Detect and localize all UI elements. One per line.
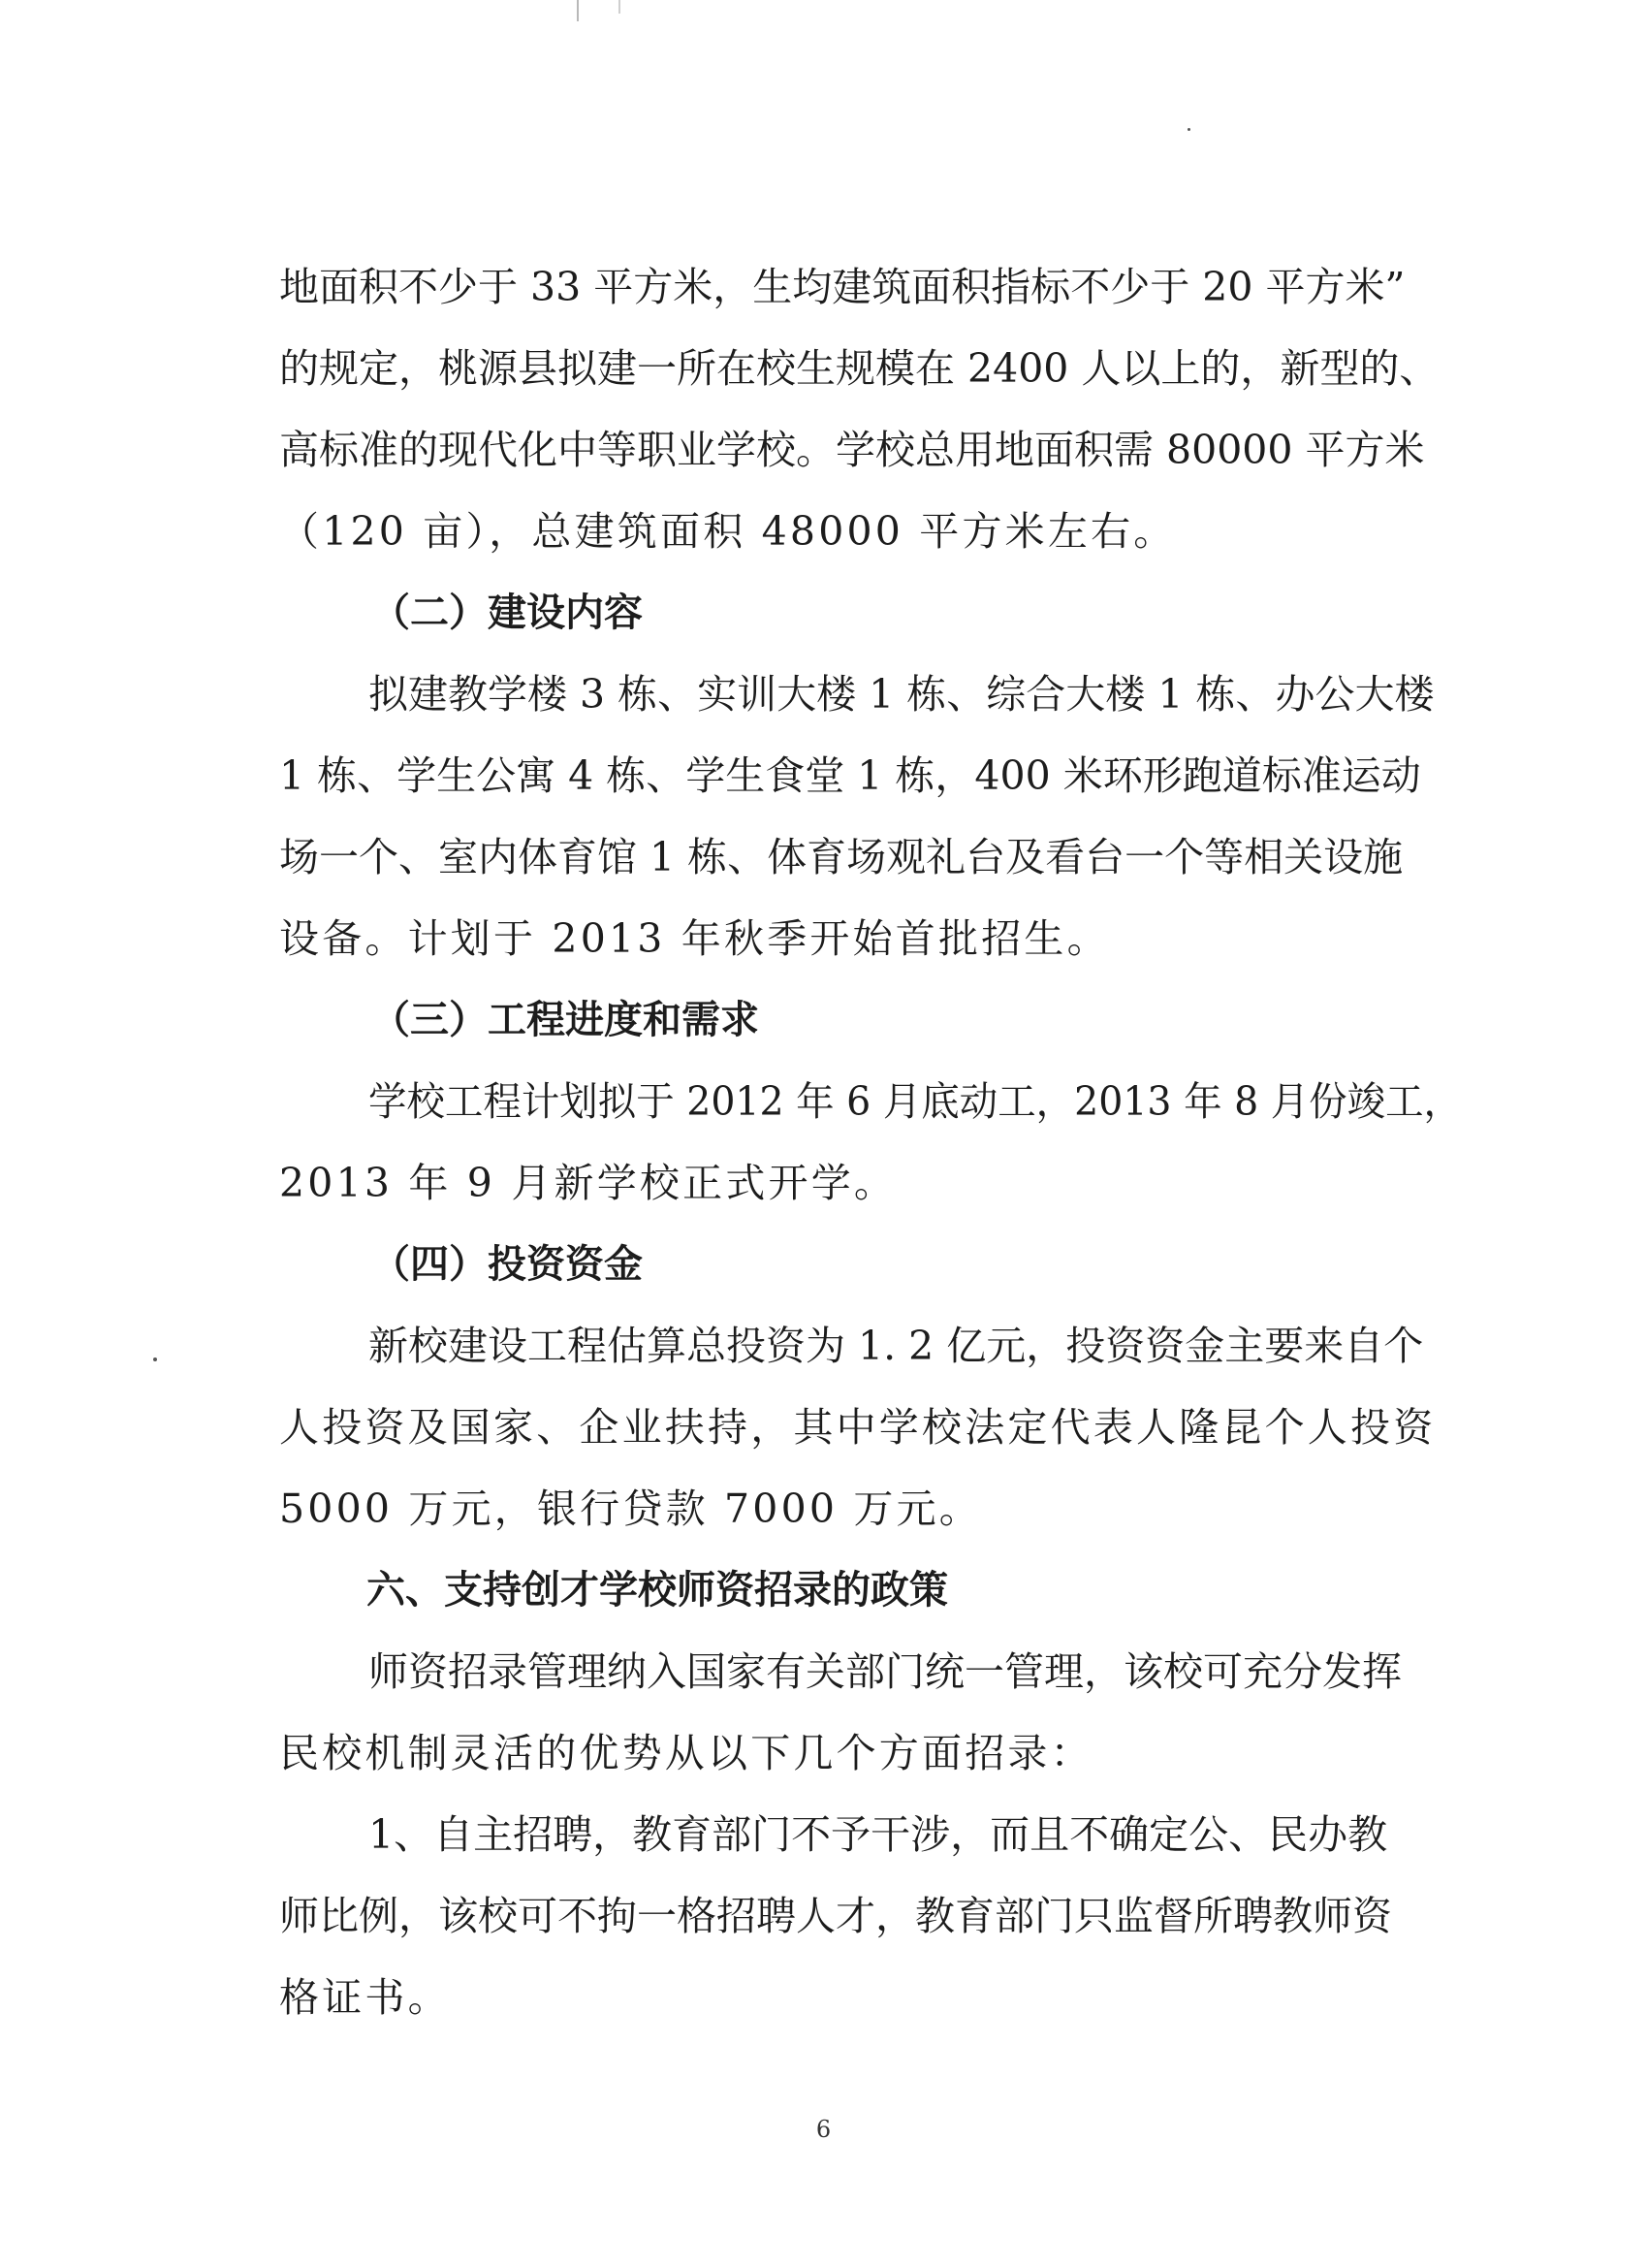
paragraph-line: 拟建教学楼 3 栋、实训大楼 1 栋、综合大楼 1 栋、办公大楼	[368, 671, 1435, 718]
paragraph-line: 师资招录管理纳入国家有关部门统一管理，该校可充分发挥	[368, 1648, 1402, 1695]
scan-edge-mark	[618, 0, 620, 14]
paragraph-line: （120 亩），总建筑面积 48000 平方米左右。	[279, 508, 1177, 555]
section-heading: 六、支持创才学校师资招录的政策	[366, 1568, 948, 1613]
paragraph-line: 民校机制灵活的优势从以下几个方面招录：	[279, 1730, 1093, 1776]
section-heading: （四）投资资金	[371, 1242, 643, 1287]
paragraph-line: 2013 年 9 月新学校正式开学。	[279, 1160, 898, 1206]
paragraph-line: 5000 万元，银行贷款 7000 万元。	[279, 1485, 982, 1532]
paragraph-line: 学校工程计划拟于 2012 年 6 月底动工，2013 年 8 月份竣工，	[368, 1078, 1463, 1125]
section-heading: （二）建设内容	[371, 591, 643, 635]
paragraph-line: 格证书。	[279, 1974, 451, 2021]
paragraph-line: 新校建设工程估算总投资为 1. 2 亿元，投资资金主要来自个	[368, 1323, 1424, 1369]
paragraph-line: 场一个、室内体育馆 1 栋、体育场观礼台及看台一个等相关设施	[279, 834, 1404, 880]
paragraph-line: 1、自主招聘，教育部门不予干涉，而且不确定公、民办教	[368, 1811, 1388, 1858]
paragraph-line: 高标准的现代化中等职业学校。学校总用地面积需 80000 平方米	[279, 427, 1425, 473]
paragraph-line: 地面积不少于 33 平方米，生均建筑面积指标不少于 20 平方米”	[279, 264, 1406, 310]
section-heading: （三）工程进度和需求	[371, 998, 759, 1042]
paragraph-line: 人投资及国家、企业扶持，其中学校法定代表人隆昆个人投资	[279, 1404, 1437, 1451]
paragraph-line: 的规定，桃源县拟建一所在校生规模在 2400 人以上的，新型的、	[279, 345, 1440, 392]
paragraph-line: 1 栋、学生公寓 4 栋、学生食堂 1 栋，400 米环形跑道标准运动	[279, 752, 1421, 799]
paragraph-line: 设备。计划于 2013 年秋季开始首批招生。	[279, 915, 1110, 962]
scan-speck	[1188, 128, 1190, 131]
page-number: 6	[815, 2116, 832, 2143]
scan-edge-mark	[577, 0, 579, 21]
paragraph-line: 师比例，该校可不拘一格招聘人才，教育部门只监督所聘教师资	[279, 1893, 1392, 1939]
